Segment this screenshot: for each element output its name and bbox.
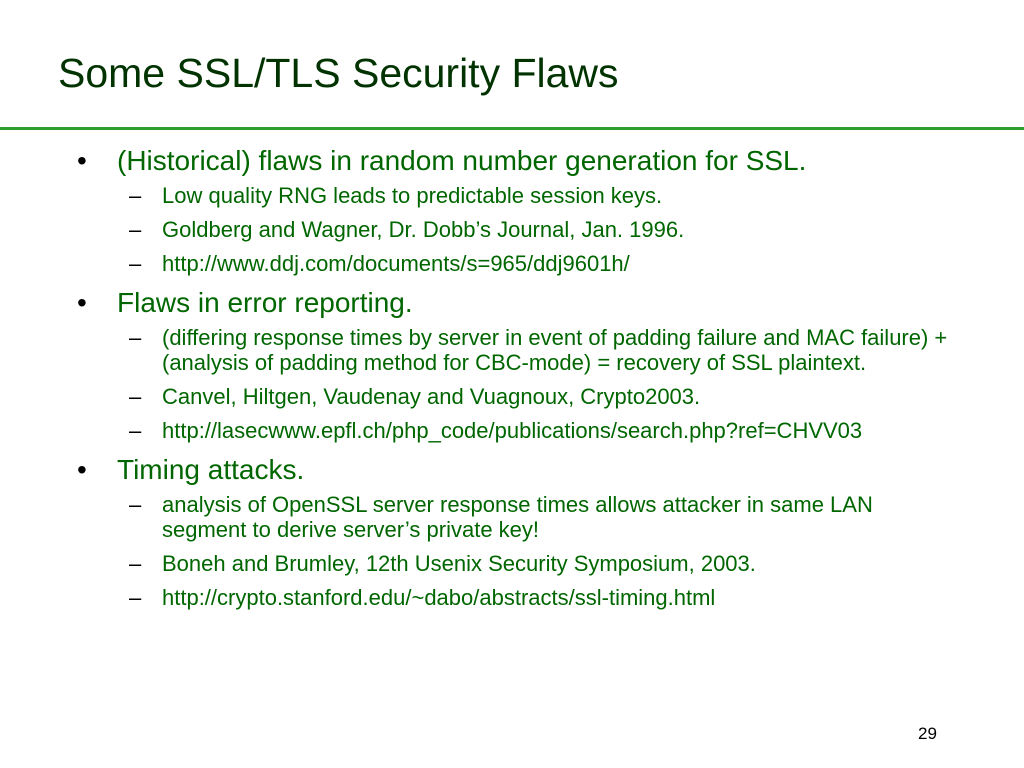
sub-item [129,217,962,242]
sub-item-text: analysis of OpenSSL server response times allows attacker in same LAN segment to derive server’s private key! [162,492,873,542]
dash-marker: – [129,217,142,242]
bullet-item [77,143,1024,179]
page-number: 29 [918,724,937,743]
bullet-text: (Historical) flaws in random number generation for SSL. [117,145,807,176]
dash-marker: – [129,551,142,576]
sub-item-text: Goldberg and Wagner, Dr. Dobb’s Journal, Jan. 1996. [162,217,685,242]
sub-item-link[interactable]: http://lasecwww.epfl.ch/php_code/publications/search.php?ref=CHVV03 [162,418,863,443]
sub-item-text: Low quality RNG leads to predictable session keys. [162,183,663,208]
sub-item [129,384,962,409]
dash-marker: – [129,585,142,610]
bullet-marker: • [77,145,87,176]
dash-marker: – [129,492,142,517]
sub-item-link[interactable]: http://crypto.stanford.edu/~dabo/abstracts/ssl-timing.html [162,585,716,610]
sub-item [129,492,962,542]
dash-marker: – [129,384,142,409]
bullet-item [77,285,1024,321]
sub-item [129,551,962,576]
bullet-marker: • [77,454,87,485]
bullet-marker: • [77,287,87,318]
sub-item [129,251,962,276]
title-divider [0,127,1024,130]
bullet-text: Flaws in error reporting. [117,287,413,318]
sub-item [129,325,962,375]
sub-item [129,183,962,208]
dash-marker: – [129,418,142,443]
sub-item-text: Canvel, Hiltgen, Vaudenay and Vuagnoux, Crypto2003. [162,384,701,409]
bullet-text: Timing attacks. [117,454,305,485]
bullet-item [77,452,1024,488]
sub-item [129,418,962,443]
dash-marker: – [129,183,142,208]
sub-item [129,585,962,610]
sub-item-link[interactable]: http://www.ddj.com/documents/s=965/ddj9601h/ [162,251,630,276]
sub-item-text: Boneh and Brumley, 12th Usenix Security Symposium, 2003. [162,551,756,576]
slide-title: Some SSL/TLS Security Flaws [58,50,619,96]
sub-item-text: (differing response times by server in event of padding failure and MAC failure) + (analysis of padding method for CBC-mode) = recovery of SSL plaintext. [162,325,948,375]
dash-marker: – [129,325,142,350]
slide-content [0,143,1024,619]
dash-marker: – [129,251,142,276]
